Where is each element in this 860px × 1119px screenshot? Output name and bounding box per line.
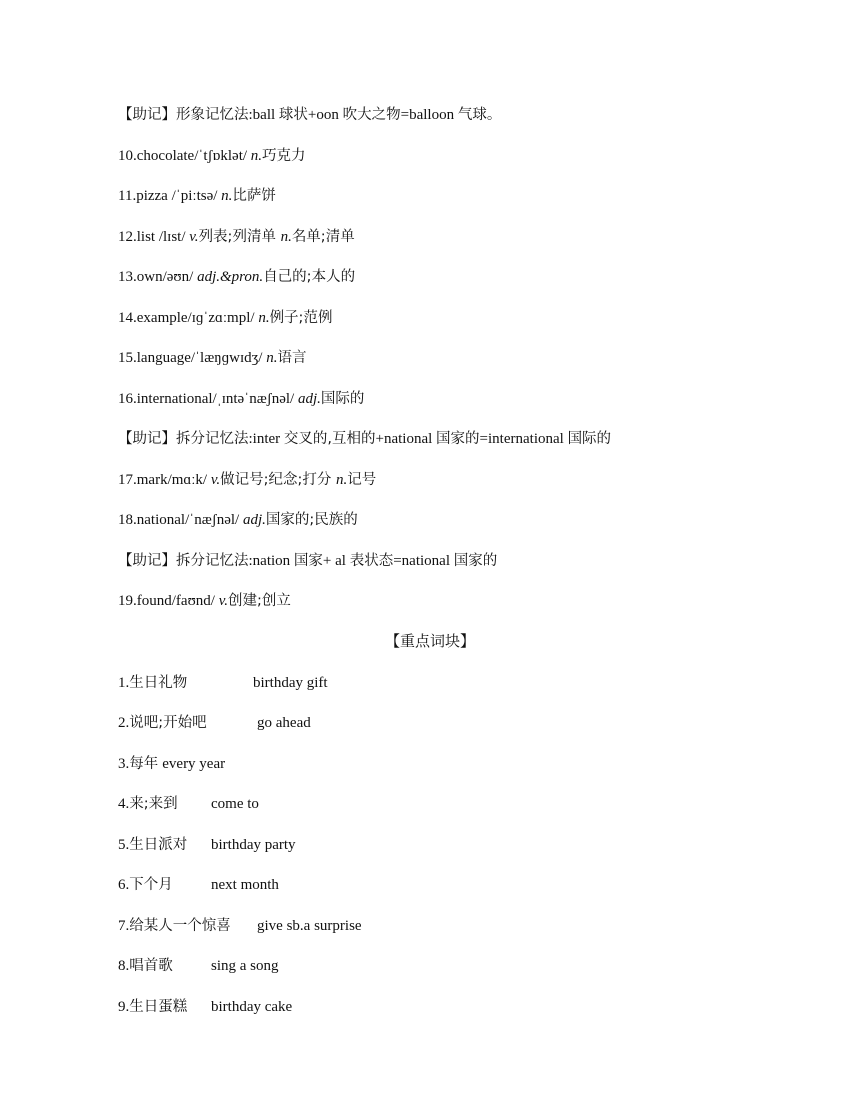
vocab-segment: +national xyxy=(375,431,437,447)
phrase-number: 8. xyxy=(118,958,130,974)
phrase-item xyxy=(118,916,718,936)
section-title: 【重点词块】 xyxy=(384,634,475,650)
vocab-segment: 球状 xyxy=(278,107,308,123)
vocab-segment: 表状态 xyxy=(349,553,394,569)
phrase-item xyxy=(118,794,718,814)
phrase-english: birthday party xyxy=(211,837,296,853)
vocab-segment: 国家的;民族的 xyxy=(265,512,358,528)
vocab-segment: n. xyxy=(250,148,263,164)
phrase-english: come to xyxy=(211,796,259,812)
vocab-segment: n. xyxy=(266,350,278,366)
vocab-line xyxy=(118,348,306,368)
vocab-segment: n. xyxy=(280,229,292,245)
phrase-english: sing a song xyxy=(211,958,279,974)
vocab-line xyxy=(118,470,376,490)
phrase-item xyxy=(118,875,718,895)
vocab-segment: 16.international/ˌɪntəˈnæʃnəl/ xyxy=(118,391,298,407)
vocab-segment: :inter xyxy=(248,431,284,447)
phrase-item xyxy=(118,754,225,774)
vocab-line xyxy=(118,308,332,328)
vocab-segment: =national xyxy=(393,553,454,569)
phrase-item xyxy=(118,956,718,976)
vocab-segment: 巧克力 xyxy=(262,148,306,164)
vocab-line xyxy=(118,551,497,571)
vocab-line xyxy=(118,591,291,611)
vocab-line xyxy=(118,429,611,449)
vocab-segment: 比萨饼 xyxy=(232,188,276,204)
vocab-segment: 名单;清单 xyxy=(291,229,355,245)
vocab-segment: + al xyxy=(322,553,350,569)
phrase-number: 6. xyxy=(118,877,130,893)
phrase-number: 5. xyxy=(118,837,130,853)
vocab-segment: 19.found/faʊnd/ xyxy=(118,593,219,609)
vocab-segment: :ball xyxy=(248,107,279,123)
vocab-line xyxy=(118,510,358,530)
vocab-segment: =balloon xyxy=(400,107,458,123)
vocab-segment: 国家的 xyxy=(436,431,480,447)
phrase-item xyxy=(118,713,718,733)
vocab-segment: 例子;范例 xyxy=(269,310,333,326)
phrase-number: 4. xyxy=(118,796,130,812)
phrase-chinese: 唱首歌 xyxy=(129,958,173,974)
vocab-segment: v. xyxy=(210,472,221,488)
phrase-item xyxy=(118,673,718,693)
vocab-segment: 列表;列清单 xyxy=(198,229,281,245)
phrase-number: 7. xyxy=(118,918,130,934)
phrase-english: go ahead xyxy=(257,715,311,731)
phrase-english: birthday gift xyxy=(253,675,328,691)
vocab-segment: =international xyxy=(479,431,568,447)
vocab-segment: 10.chocolate/ˈtʃɒklət/ xyxy=(118,148,251,164)
vocab-segment: v. xyxy=(189,229,199,245)
vocab-segment: 做记号;纪念;打分 xyxy=(220,472,337,488)
vocab-segment: n. xyxy=(258,310,270,326)
vocab-segment: 自己的;本人的 xyxy=(263,269,356,285)
phrase-chinese: 给某人一个惊喜 xyxy=(129,918,231,934)
phrase-english: give sb.a surprise xyxy=(257,918,362,934)
vocab-line xyxy=(118,267,355,287)
vocab-segment: adj. xyxy=(297,391,321,407)
phrase-english: next month xyxy=(211,877,279,893)
vocab-segment: 13.own/əʊn/ xyxy=(118,269,198,285)
vocab-line xyxy=(118,105,501,125)
phrase-chinese: 生日派对 xyxy=(129,837,188,853)
vocab-segment: adj. xyxy=(242,512,266,528)
phrase-chinese: 生日蛋糕 xyxy=(129,999,188,1015)
phrase-chinese: 生日礼物 xyxy=(129,675,188,691)
vocab-line xyxy=(118,146,306,166)
phrase-number: 3. xyxy=(118,756,130,772)
vocab-segment: 【助记】拆分记忆法 xyxy=(118,431,249,447)
phrase-english: birthday cake xyxy=(211,999,293,1015)
phrase-english: every year xyxy=(162,756,226,772)
vocab-segment: 12.list /lɪst/ xyxy=(118,229,190,245)
vocab-line xyxy=(118,389,364,409)
vocab-segment: 记号 xyxy=(347,472,377,488)
phrase-number: 9. xyxy=(118,999,130,1015)
vocab-segment: v. xyxy=(218,593,229,609)
vocab-segment: 15.language/ˈlæŋɡwɪdʒ/ xyxy=(118,350,267,366)
vocab-segment: 气球。 xyxy=(457,107,502,123)
vocab-line xyxy=(118,186,276,206)
phrase-item xyxy=(118,835,718,855)
vocab-segment: 吹大之物 xyxy=(342,107,401,123)
vocab-segment: n. xyxy=(221,188,233,204)
vocab-segment: 交叉的,互相的 xyxy=(283,431,376,447)
vocab-segment: 国家的 xyxy=(453,553,498,569)
vocab-segment: adj.&pron. xyxy=(197,269,264,285)
vocab-segment: 【助记】形象记忆法 xyxy=(118,107,249,123)
vocab-segment: 语言 xyxy=(277,350,307,366)
phrase-number: 1. xyxy=(118,675,130,691)
vocab-segment: :nation xyxy=(248,553,294,569)
phrase-chinese: 说吧;开始吧 xyxy=(129,715,207,731)
vocab-segment: 国际的 xyxy=(567,431,612,447)
phrase-number: 2. xyxy=(118,715,130,731)
vocab-segment: 【助记】拆分记忆法 xyxy=(118,553,249,569)
vocab-segment: 国家 xyxy=(293,553,323,569)
vocab-segment: 11.pizza /ˈpiːtsə/ xyxy=(118,188,222,204)
phrase-chinese: 下个月 xyxy=(129,877,173,893)
vocab-segment: 17.mark/mɑːk/ xyxy=(118,472,211,488)
phrase-chinese: 每年 xyxy=(129,756,159,772)
vocab-segment: +oon xyxy=(307,107,343,123)
vocab-segment: 18.national/ˈnæʃnəl/ xyxy=(118,512,243,528)
vocab-segment: n. xyxy=(336,472,348,488)
vocab-line xyxy=(118,227,355,247)
vocab-segment: 创建;创立 xyxy=(228,593,291,609)
phrase-item xyxy=(118,997,718,1017)
phrase-chinese: 来;来到 xyxy=(129,796,178,812)
vocab-segment: 14.example/ɪɡˈzɑːmpl/ xyxy=(118,310,259,326)
vocab-segment: 国际的 xyxy=(320,391,365,407)
